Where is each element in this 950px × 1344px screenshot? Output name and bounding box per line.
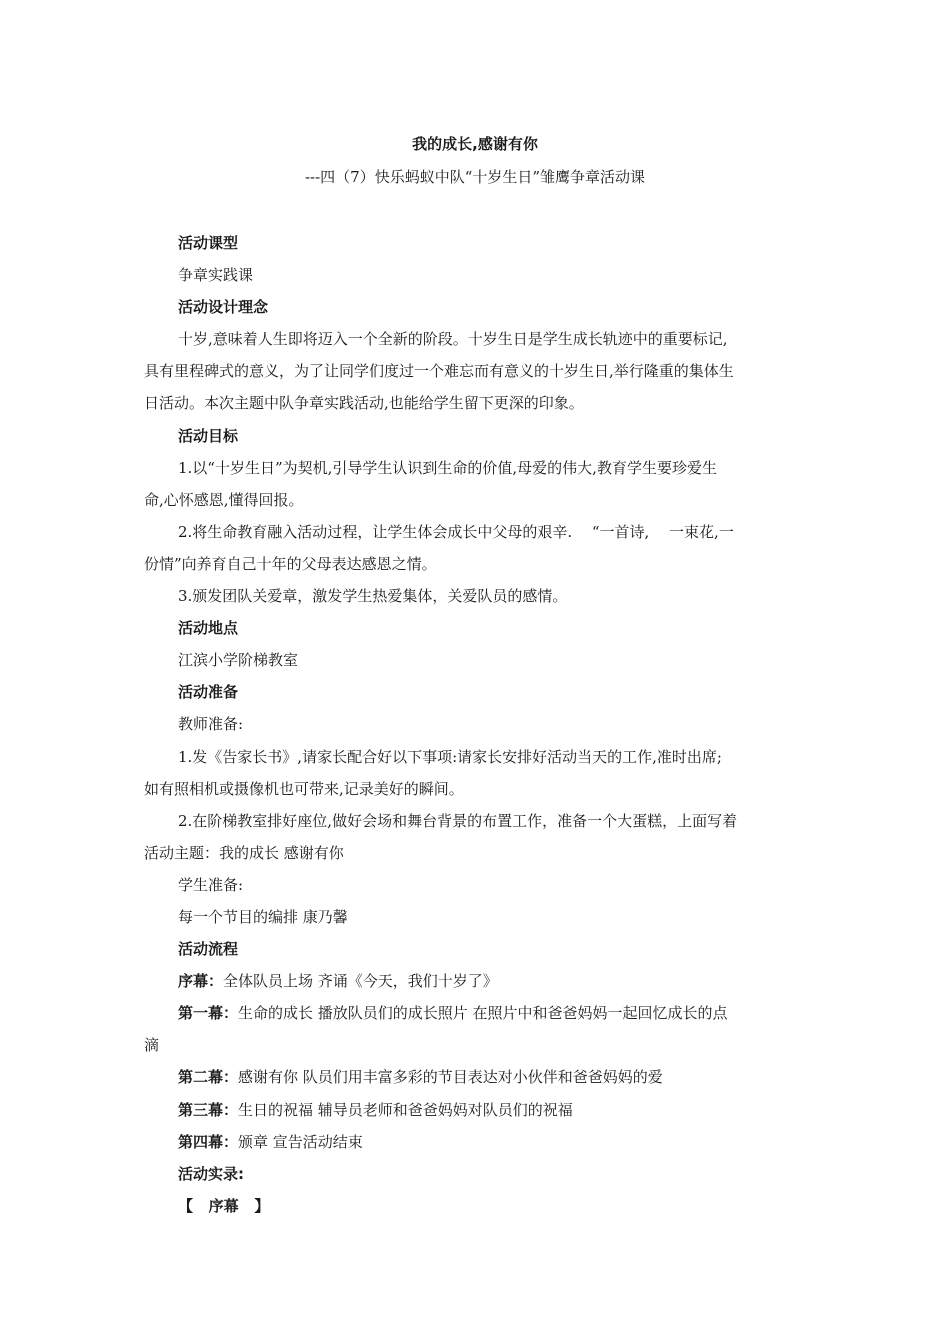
act-label: 第三幕：: [178, 1100, 239, 1119]
document-body: [144, 227, 810, 1222]
teacher-prep-label: 教师准备:: [178, 715, 244, 734]
heading-design-idea: 活动设计理念: [178, 298, 269, 317]
act-two: [144, 1061, 810, 1093]
heading-record: 活动实录:: [178, 1164, 244, 1183]
act-text: 生日的祝福 辅导员老师和爸爸妈妈对队员们的祝福: [238, 1100, 573, 1119]
heading-process: 活动流程: [178, 940, 239, 959]
act-label: 第二幕：: [178, 1068, 239, 1087]
design-idea-line: 十岁,意味着人生即将迈入一个全新的阶段。十岁生日是学生成长轨迹中的重要标记,: [178, 330, 728, 349]
heading-goals: 活动目标: [178, 426, 239, 445]
goal-item-2-cont: 份情”向养育自己十年的父母表达感恩之情。: [144, 554, 437, 573]
heading-course-type: 活动课型: [178, 234, 239, 252]
design-idea-line: 日活动。本次主题中队争章实践活动,也能给学生留下更深的印象。: [144, 394, 584, 413]
act-one: [144, 997, 810, 1029]
student-prep-label: 学生准备:: [178, 875, 244, 894]
record-prologue: 【 序幕 】: [178, 1196, 270, 1215]
act-label: 第一幕：: [178, 1004, 239, 1023]
goal-item-2: 2.将生命教育融入活动过程，让学生体会成长中父母的艰辛. “一首诗, 一束花,一: [178, 522, 734, 541]
act-prologue: [144, 965, 810, 997]
heading-location: 活动地点: [178, 619, 239, 638]
act-label: 第四幕：: [178, 1132, 239, 1151]
student-prep-text: 每一个节目的编排 康乃馨: [178, 907, 348, 926]
goal-item-1-cont: 命,心怀感恩,懂得回报。: [144, 490, 304, 509]
location-text: 江滨小学阶梯教室: [178, 651, 299, 670]
act-four: [144, 1126, 810, 1158]
heading-preparation: 活动准备: [178, 683, 239, 702]
document-title: 我的成长,感谢有你: [412, 135, 538, 153]
teacher-prep-item-1-cont: 如有照相机或摄像机也可带来,记录美好的瞬间。: [144, 779, 464, 798]
teacher-prep-item-2: 2.在阶梯教室排好座位,做好会场和舞台背景的布置工作，准备一个大蛋糕，上面写着: [178, 811, 738, 830]
act-three: [144, 1094, 810, 1126]
act-label: 序幕：: [178, 972, 224, 991]
teacher-prep-item-1: 1.发《告家长书》,请家长配合好以下事项:请家长安排好活动当天的工作,准时出席;: [178, 747, 722, 766]
act-text: 生命的成长 播放队员们的成长照片 在照片中和爸爸妈妈一起回忆成长的点: [238, 1004, 728, 1023]
teacher-prep-item-2-cont: 活动主题：我的成长 感谢有你: [144, 843, 344, 862]
design-idea-line: 具有里程碑式的意义，为了让同学们度过一个难忘而有意义的十岁生日,举行隆重的集体生: [144, 362, 734, 381]
goal-item-3: 3.颁发团队关爱章，激发学生热爱集体，关爱队员的感情。: [178, 587, 568, 606]
goal-item-1: 1.以“十岁生日”为契机,引导学生认识到生命的价值,母爱的伟大,教育学生要珍爱生: [178, 458, 717, 477]
act-text: 全体队员上场 齐诵《今天，我们十岁了》: [223, 972, 498, 991]
document-subtitle: ---四（7）快乐蚂蚁中队“十岁生日”雏鹰争章活动课: [304, 168, 646, 186]
act-one-cont: 滴: [144, 1036, 160, 1055]
act-text: 感谢有你 队员们用丰富多彩的节目表达对小伙伴和爸爸妈妈的爱: [238, 1068, 663, 1087]
act-text: 颁章 宣告活动结束: [238, 1132, 363, 1151]
course-type-text: 争章实践课: [178, 266, 254, 285]
